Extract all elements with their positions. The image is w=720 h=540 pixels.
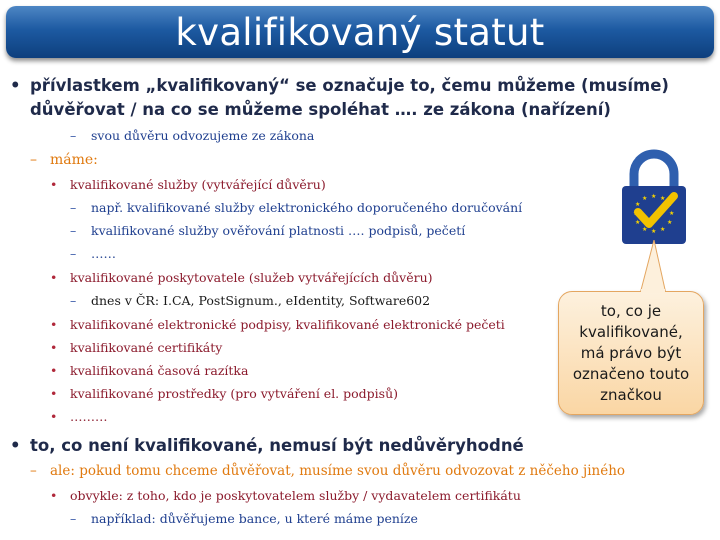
list-item-text: ……… <box>70 409 108 424</box>
callout-line: značkou <box>600 385 662 404</box>
dash-marker: – <box>70 128 77 143</box>
list-item-text: kvalifikované certifikáty <box>70 340 223 355</box>
eu-trust-mark-lock-icon <box>614 148 694 248</box>
list-item-text: kvalifikované elektronické podpisy, kvalifikované elektronické pečeti <box>70 317 505 332</box>
bubble-tail <box>634 240 674 294</box>
bubble-tail-seam <box>641 289 665 293</box>
list-item-text: kvalifikované služby ověřování platnosti …. podpisů, pečetí <box>91 223 466 238</box>
subheading-mame-text: máme: <box>50 152 98 168</box>
bullet-marker: • <box>50 177 58 192</box>
svg-text:★: ★ <box>667 201 673 208</box>
list-item-text: kvalifikované poskytovatele (služeb vytvářejících důvěru) <box>70 270 433 285</box>
bullet-marker: • <box>10 436 21 455</box>
svg-text:★: ★ <box>667 219 673 226</box>
list-item-text: obvykle: z toho, kdo je poskytovatelem služby / vydavatelem certifikátu <box>70 488 521 503</box>
svg-text:★: ★ <box>660 195 666 202</box>
slide-title: kvalifikovaný statut <box>175 10 545 54</box>
bullet-marker: • <box>50 386 58 401</box>
dash-marker: – <box>70 246 77 261</box>
bullet-marker: • <box>50 317 58 332</box>
list-item-text: kvalifikované služby (vytvářející důvěru) <box>70 177 326 192</box>
svg-text:★: ★ <box>651 193 657 200</box>
dash-marker: – <box>70 200 77 215</box>
svg-text:★: ★ <box>669 210 675 217</box>
list-item-text: …… <box>91 246 116 261</box>
callout-line: má právo být <box>580 343 682 362</box>
list-item-text: dnes v ČR: I.CA, PostSignum., eIdentity, Software602 <box>91 293 431 308</box>
list-item-text: kvalifikovaná časová razítka <box>70 363 249 378</box>
bullet-marker: • <box>50 409 58 424</box>
svg-text:★: ★ <box>635 201 641 208</box>
dash-marker: – <box>70 223 77 238</box>
callout-line: to, co je <box>600 301 662 320</box>
subheading-ale-text: ale: pokud tomu chceme důvěřovat, musíme svou důvěru odvozovat z něčeho jiného <box>50 463 626 479</box>
bullet-1-line-1: přívlastkem „kvalifikovaný“ se označuje to, čemu můžeme (musíme) <box>30 76 669 95</box>
svg-text:★: ★ <box>642 226 648 233</box>
dash-marker: – <box>30 463 37 479</box>
svg-text:★: ★ <box>642 195 648 202</box>
dash-marker: – <box>70 293 77 308</box>
list-item-text: kvalifikované prostředky (pro vytváření el. podpisů) <box>70 386 399 401</box>
svg-text:★: ★ <box>635 219 641 226</box>
list-item-text: např. kvalifikované služby elektronického doporučeného doručování <box>91 200 523 215</box>
bullet-marker: • <box>10 76 21 95</box>
bullet-marker: • <box>50 363 58 378</box>
bullet-marker: • <box>50 488 58 503</box>
svg-text:★: ★ <box>651 228 657 235</box>
bullet-2-text: to, co není kvalifikované, nemusí být nedůvěryhodné <box>30 436 524 455</box>
svg-text:★: ★ <box>660 226 666 233</box>
subitem-1-text: svou důvěru odvozujeme ze zákona <box>91 128 315 143</box>
list-item-text: například: důvěřujeme bance, u které máme peníze <box>91 511 418 526</box>
bullet-1-line-2: důvěřovat / na co se můžeme spoléhat …. ze zákona (nařízení) <box>30 100 611 119</box>
dash-marker: – <box>30 152 37 168</box>
dash-marker: – <box>70 511 77 526</box>
bullet-marker: • <box>50 270 58 285</box>
callout-line: označeno touto <box>572 364 690 383</box>
callout-line: kvalifikované, <box>579 322 683 341</box>
bullet-marker: • <box>50 340 58 355</box>
callout-bubble <box>558 291 704 415</box>
svg-text:★: ★ <box>633 210 639 217</box>
